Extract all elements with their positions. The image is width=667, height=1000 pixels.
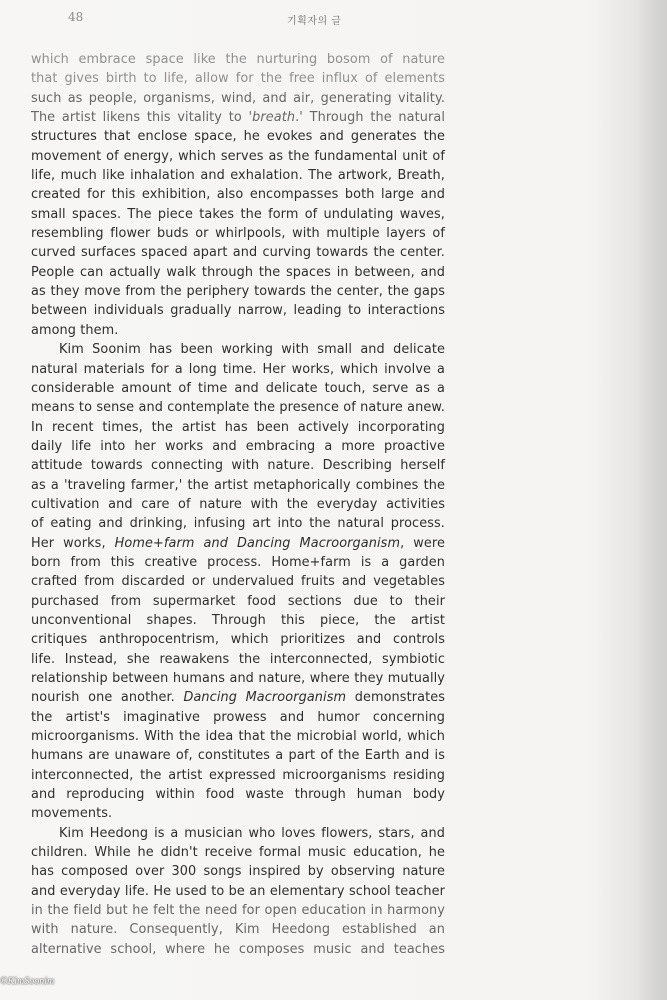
text-line: attitude towards connecting with nature. Describing herself xyxy=(31,458,445,474)
text-line: relationship between humans and nature, where they mutually xyxy=(31,671,445,686)
text-line: resembling flower buds or whirlpools, with multiple layers of xyxy=(31,226,445,242)
text-line: which embrace space like the nurturing bosom of nature xyxy=(31,52,445,67)
text-line: microorganisms. With the idea that the microbial world, which xyxy=(31,729,445,745)
paragraph-1 xyxy=(31,50,445,340)
text-line: daily life into her works and embracing a more proactive xyxy=(31,438,445,454)
paragraph-3 xyxy=(31,824,445,959)
text-line: curved surfaces spaced apart and curving towards the center. xyxy=(31,245,445,261)
text-line: the artist's imaginative prowess and humor concerning xyxy=(31,709,445,725)
text-line: purchased from supermarket food sections due to their xyxy=(31,593,445,609)
text-line: life. Instead, she reawakens the interconnected, symbiotic xyxy=(31,651,445,667)
text-line: In recent times, the artist has been actively incorporating xyxy=(31,419,445,435)
text-line: and reproducing within food waste through human body xyxy=(31,787,445,803)
italic-title: Dancing Macroorganism xyxy=(183,690,347,706)
paragraph-2 xyxy=(31,340,445,824)
text-line: created for this exhibition, also encompasses both large and xyxy=(31,187,445,203)
page-gutter-shadow xyxy=(637,0,667,1000)
text-line: and everyday life. He used to be an elementary school teacher xyxy=(31,883,445,899)
text-line: in the field but he felt the need for open education in harmony xyxy=(31,903,445,919)
text-line: among them. xyxy=(31,322,119,338)
text-line: means to sense and contemplate the presence of nature anew. xyxy=(31,400,445,416)
text-line: Kim Soonim has been working with small and delicate xyxy=(59,342,445,358)
text-line: considerable amount of time and delicate touch, serve as a xyxy=(31,380,445,396)
text-line: movement of energy, which serves as the fundamental unit of xyxy=(31,148,445,164)
text-line: The artist likens this vitality to 'breath.' Through the natural xyxy=(31,110,445,126)
text-line: that gives birth to life, allow for the free influx of elements xyxy=(31,71,445,87)
copyright-watermark: ©KimSoonim xyxy=(0,976,55,987)
text-line: nourish one another. Dancing Macroorganism demonstrates xyxy=(31,690,445,706)
text-line: Kim Heedong is a musician who loves flowers, stars, and xyxy=(59,825,445,841)
text-line: Her works, Home+farm and Dancing Macroorganism, were xyxy=(31,535,445,551)
text-line: structures that enclose space, he evokes and generates the xyxy=(31,129,445,145)
text-line: unconventional shapes. Through this piece, the artist xyxy=(31,612,445,628)
text-line: children. While he didn't receive formal music education, he xyxy=(31,845,445,861)
text-line: with nature. Consequently, Kim Heedong established an xyxy=(31,922,445,938)
text-line: between individuals gradually narrow, leading to interactions xyxy=(31,303,445,319)
text-line: interconnected, the artist expressed microorganisms residing xyxy=(31,767,445,783)
text-line: humans are unaware of, constitutes a part of the Earth and is xyxy=(31,748,445,764)
text-line: born from this creative process. Home+farm is a garden xyxy=(31,554,445,570)
running-header: 기획자의 글 xyxy=(287,16,342,27)
text-line: critiques anthropocentrism, which prioritizes and controls xyxy=(31,632,445,648)
text-line: has composed over 300 songs inspired by observing nature xyxy=(31,864,445,880)
text-line: as a 'traveling farmer,' the artist metaphorically combines the xyxy=(31,477,445,493)
page-number: 48 xyxy=(68,10,84,24)
text-line: crafted from discarded or undervalued fruits and vegetables xyxy=(31,574,445,590)
text-line: small spaces. The piece takes the form of undulating waves, xyxy=(31,206,445,222)
text-line: cultivation and care of nature with the everyday activities xyxy=(31,496,445,512)
text-line: such as people, organisms, wind, and air, generating vitality. xyxy=(31,90,445,106)
text-line: of eating and drinking, infusing art into the natural process. xyxy=(31,516,445,532)
italic-term: breath xyxy=(252,110,296,126)
text-line: movements. xyxy=(31,806,113,822)
body-text xyxy=(31,50,445,959)
text-line: as they move from the periphery towards the center, the gaps xyxy=(31,284,445,300)
text-line: natural materials for a long time. Her works, which involve a xyxy=(31,361,445,377)
italic-title: Home+farm and Dancing Macroorganism xyxy=(114,535,401,551)
text-line: life, much like inhalation and exhalation. The artwork, Breath, xyxy=(31,168,445,184)
text-line: alternative school, where he composes music and teaches xyxy=(31,941,445,957)
text-line: People can actually walk through the spaces in between, and xyxy=(31,264,445,280)
